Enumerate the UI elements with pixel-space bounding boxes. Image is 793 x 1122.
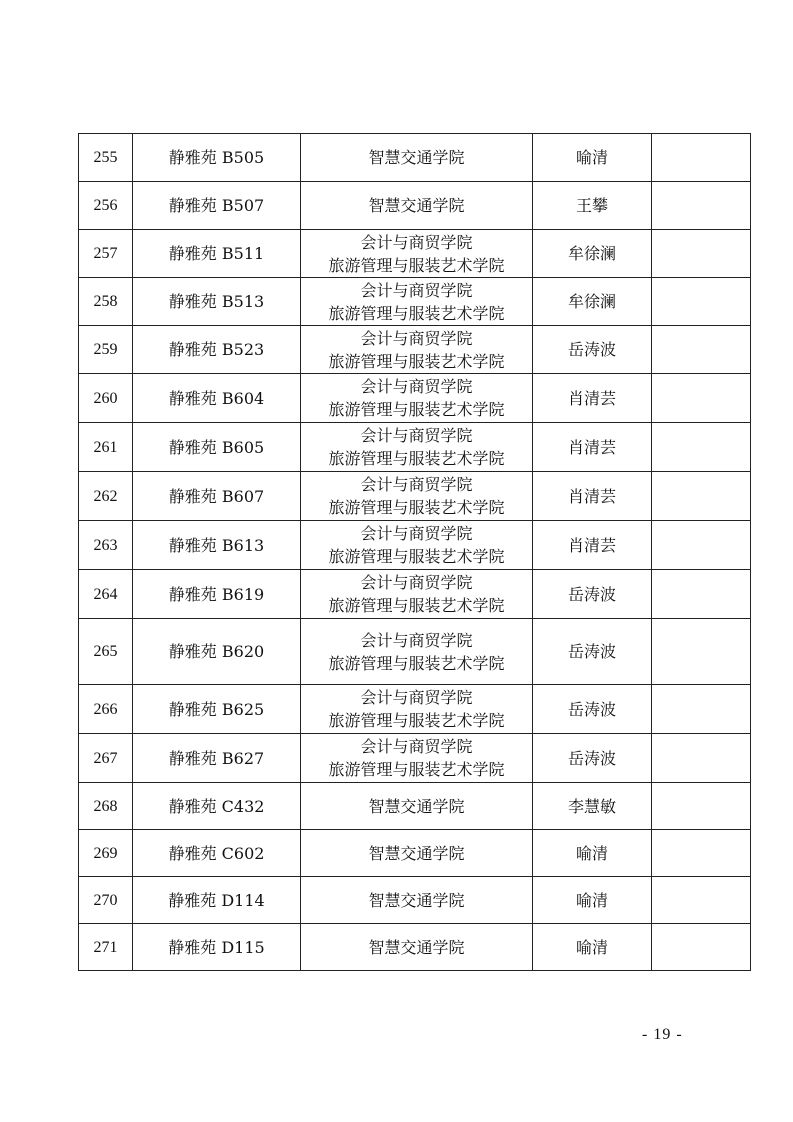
college-cell xyxy=(301,924,533,971)
row-number-cell: 269 xyxy=(79,830,133,877)
college-name: 智慧交通学院 xyxy=(368,937,465,957)
room-cell: 静雅苑 B513 xyxy=(133,278,301,326)
dormitory-table xyxy=(78,133,751,971)
room-cell: 静雅苑 B605 xyxy=(133,423,301,472)
college-name: 旅游管理与服装艺术学院 xyxy=(328,653,505,673)
contact-person-cell: 岳涛波 xyxy=(533,570,652,619)
college-cell xyxy=(301,472,533,521)
college-name: 智慧交通学院 xyxy=(368,890,465,910)
note-cell xyxy=(652,734,751,783)
note-cell xyxy=(652,326,751,374)
college-name: 旅游管理与服装艺术学院 xyxy=(328,596,505,615)
college-name: 会计与商贸学院 xyxy=(360,688,473,707)
note-cell xyxy=(652,230,751,278)
row-number-cell: 264 xyxy=(79,570,133,619)
table-row xyxy=(79,134,751,182)
note-cell xyxy=(652,783,751,830)
note-cell xyxy=(652,472,751,521)
room-cell: 静雅苑 B620 xyxy=(133,619,301,685)
college-cell xyxy=(301,423,533,472)
row-number-cell: 258 xyxy=(79,278,133,326)
note-cell xyxy=(652,521,751,570)
room-cell: 静雅苑 B613 xyxy=(133,521,301,570)
contact-person-cell: 岳涛波 xyxy=(533,685,652,734)
note-cell xyxy=(652,877,751,924)
college-name: 智慧交通学院 xyxy=(368,843,465,863)
contact-person-cell: 肖清芸 xyxy=(533,521,652,570)
college-name: 智慧交通学院 xyxy=(368,796,465,816)
college-name: 旅游管理与服装艺术学院 xyxy=(328,400,505,419)
note-cell xyxy=(652,423,751,472)
note-cell xyxy=(652,278,751,326)
contact-person-cell: 喻清 xyxy=(533,134,652,182)
college-name: 旅游管理与服装艺术学院 xyxy=(328,547,505,566)
table-row xyxy=(79,734,751,783)
room-cell: 静雅苑 D114 xyxy=(133,877,301,924)
row-number-cell: 266 xyxy=(79,685,133,734)
table-row xyxy=(79,619,751,685)
room-cell: 静雅苑 C602 xyxy=(133,830,301,877)
row-number-cell: 256 xyxy=(79,182,133,230)
note-cell xyxy=(652,830,751,877)
room-cell: 静雅苑 B505 xyxy=(133,134,301,182)
college-cell xyxy=(301,619,533,685)
contact-person-cell: 岳涛波 xyxy=(533,619,652,685)
contact-person-cell: 岳涛波 xyxy=(533,326,652,374)
college-name: 旅游管理与服装艺术学院 xyxy=(328,449,505,468)
college-cell xyxy=(301,521,533,570)
room-cell: 静雅苑 C432 xyxy=(133,783,301,830)
contact-person-cell: 喻清 xyxy=(533,924,652,971)
college-cell xyxy=(301,230,533,278)
table-row xyxy=(79,278,751,326)
row-number-cell: 270 xyxy=(79,877,133,924)
table-row xyxy=(79,182,751,230)
row-number-cell: 268 xyxy=(79,783,133,830)
row-number-cell: 271 xyxy=(79,924,133,971)
table-row xyxy=(79,685,751,734)
note-cell xyxy=(652,924,751,971)
college-name: 旅游管理与服装艺术学院 xyxy=(328,760,505,779)
table-row xyxy=(79,830,751,877)
room-cell: 静雅苑 B511 xyxy=(133,230,301,278)
college-name: 旅游管理与服装艺术学院 xyxy=(328,255,505,275)
contact-person-cell: 李慧敏 xyxy=(533,783,652,830)
row-number-cell: 259 xyxy=(79,326,133,374)
college-name: 会计与商贸学院 xyxy=(360,524,473,543)
row-number-cell: 263 xyxy=(79,521,133,570)
table-row xyxy=(79,423,751,472)
college-cell xyxy=(301,182,533,230)
contact-person-cell: 肖清芸 xyxy=(533,423,652,472)
college-name: 旅游管理与服装艺术学院 xyxy=(328,711,505,730)
college-name: 会计与商贸学院 xyxy=(360,630,473,650)
contact-person-cell: 牟徐澜 xyxy=(533,230,652,278)
row-number-cell: 261 xyxy=(79,423,133,472)
row-number-cell: 257 xyxy=(79,230,133,278)
college-name: 会计与商贸学院 xyxy=(360,280,473,300)
room-cell: 静雅苑 B619 xyxy=(133,570,301,619)
college-cell xyxy=(301,278,533,326)
college-cell xyxy=(301,830,533,877)
room-cell: 静雅苑 B627 xyxy=(133,734,301,783)
note-cell xyxy=(652,619,751,685)
table-row xyxy=(79,472,751,521)
college-name: 会计与商贸学院 xyxy=(360,475,473,494)
college-cell xyxy=(301,326,533,374)
contact-person-cell: 肖清芸 xyxy=(533,472,652,521)
table-row xyxy=(79,570,751,619)
college-cell xyxy=(301,134,533,182)
college-name: 智慧交通学院 xyxy=(368,196,465,215)
college-name: 会计与商贸学院 xyxy=(360,737,473,756)
table-row xyxy=(79,374,751,423)
note-cell xyxy=(652,570,751,619)
college-cell xyxy=(301,374,533,423)
contact-person-cell: 牟徐澜 xyxy=(533,278,652,326)
room-cell: 静雅苑 B523 xyxy=(133,326,301,374)
room-cell: 静雅苑 B507 xyxy=(133,182,301,230)
room-cell: 静雅苑 D115 xyxy=(133,924,301,971)
college-name: 会计与商贸学院 xyxy=(360,426,473,445)
college-name: 旅游管理与服装艺术学院 xyxy=(328,351,505,371)
contact-person-cell: 岳涛波 xyxy=(533,734,652,783)
table-row xyxy=(79,924,751,971)
page-number: - 19 - xyxy=(642,1026,683,1043)
contact-person-cell: 肖清芸 xyxy=(533,374,652,423)
college-cell xyxy=(301,570,533,619)
table-row xyxy=(79,230,751,278)
table-row xyxy=(79,326,751,374)
table-row xyxy=(79,877,751,924)
row-number-cell: 262 xyxy=(79,472,133,521)
college-name: 会计与商贸学院 xyxy=(360,377,473,396)
college-cell xyxy=(301,734,533,783)
college-name: 会计与商贸学院 xyxy=(360,328,473,348)
table-row xyxy=(79,783,751,830)
college-cell xyxy=(301,877,533,924)
room-cell: 静雅苑 B625 xyxy=(133,685,301,734)
table-body xyxy=(79,134,751,971)
row-number-cell: 260 xyxy=(79,374,133,423)
college-cell xyxy=(301,685,533,734)
note-cell xyxy=(652,685,751,734)
college-name: 会计与商贸学院 xyxy=(360,232,473,252)
table-row xyxy=(79,521,751,570)
room-cell: 静雅苑 B607 xyxy=(133,472,301,521)
note-cell xyxy=(652,182,751,230)
college-cell xyxy=(301,783,533,830)
contact-person-cell: 喻清 xyxy=(533,830,652,877)
room-cell: 静雅苑 B604 xyxy=(133,374,301,423)
contact-person-cell: 喻清 xyxy=(533,877,652,924)
college-name: 旅游管理与服装艺术学院 xyxy=(328,303,505,323)
college-name: 会计与商贸学院 xyxy=(360,573,473,592)
college-name: 智慧交通学院 xyxy=(368,148,465,167)
row-number-cell: 267 xyxy=(79,734,133,783)
college-name: 旅游管理与服装艺术学院 xyxy=(328,498,505,517)
note-cell xyxy=(652,374,751,423)
row-number-cell: 265 xyxy=(79,619,133,685)
row-number-cell: 255 xyxy=(79,134,133,182)
contact-person-cell: 王攀 xyxy=(533,182,652,230)
note-cell xyxy=(652,134,751,182)
